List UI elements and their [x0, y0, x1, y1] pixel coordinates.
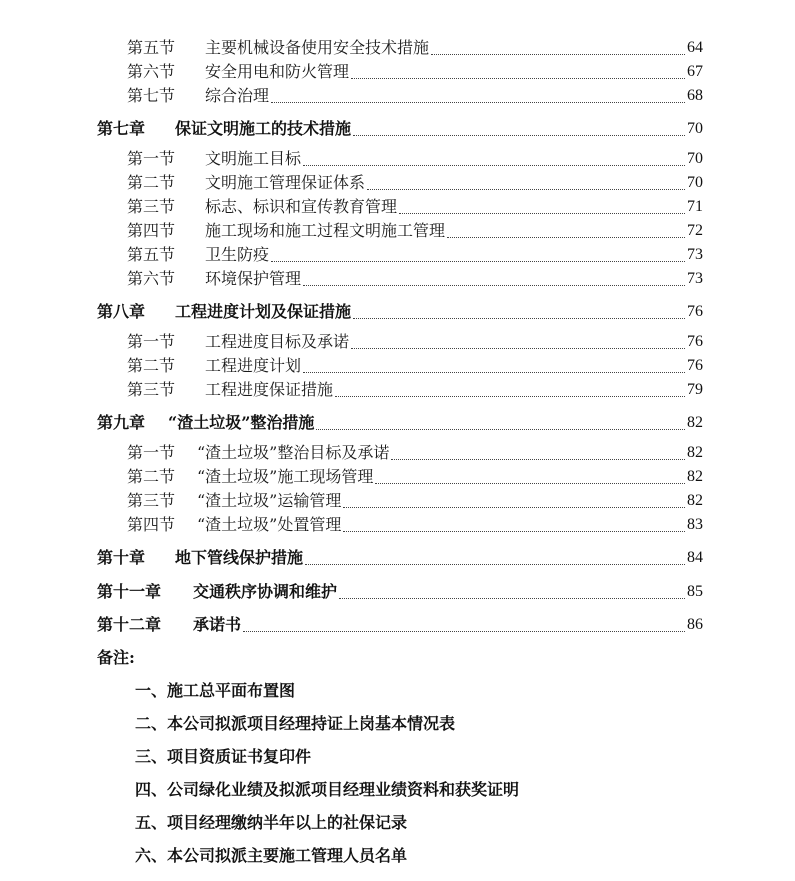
toc-leader-dots: [351, 348, 685, 349]
toc-leader-dots: [271, 261, 685, 262]
toc-section-row[interactable]: [0, 489, 795, 513]
toc-leader-dots: [335, 396, 685, 397]
toc-label: 第三节: [127, 491, 176, 510]
toc-label: 第十一章: [97, 582, 162, 601]
toc-chapter-row[interactable]: [0, 613, 795, 637]
toc-section-row[interactable]: [0, 171, 795, 195]
toc-page-number: 84: [687, 549, 703, 566]
toc-section-row[interactable]: [0, 441, 795, 465]
toc-label: 第三节: [127, 197, 176, 216]
toc-page-number: 70: [687, 174, 703, 191]
toc-label: 第七节: [127, 86, 176, 105]
toc-leader-dots: [375, 483, 685, 484]
toc-title: 标志、标识和宣传教育管理: [205, 197, 398, 216]
toc-label: 第四节: [127, 221, 176, 240]
toc-leader-dots: [316, 429, 685, 430]
toc-title: 主要机械设备使用安全技术措施: [205, 38, 430, 57]
toc-page-number: 70: [687, 120, 703, 137]
toc-page-number: 64: [687, 39, 703, 56]
toc-title: 文明施工管理保证体系: [205, 173, 366, 192]
toc-chapter-row[interactable]: [0, 117, 795, 141]
toc-section-row[interactable]: [0, 219, 795, 243]
toc-title: 卫生防疫: [205, 245, 270, 264]
toc-page-number: 67: [687, 63, 703, 80]
toc-leader-dots: [391, 459, 685, 460]
note-item: 五、项目经理缴纳半年以上的社保记录: [135, 813, 408, 832]
toc-leader-dots: [303, 165, 685, 166]
toc-leader-dots: [431, 54, 685, 55]
toc-title: 承诺书: [193, 615, 242, 634]
toc-label: 第四节: [127, 515, 176, 534]
toc-page-number: 73: [687, 246, 703, 263]
toc-section-row[interactable]: [0, 378, 795, 402]
toc-section-row[interactable]: [0, 243, 795, 267]
toc-label: 第五节: [127, 38, 176, 57]
toc-label: 第十二章: [97, 615, 162, 634]
toc-label: 第六节: [127, 269, 176, 288]
toc-leader-dots: [353, 135, 685, 136]
toc-title: 保证文明施工的技术措施: [175, 119, 352, 138]
toc-label: 第五节: [127, 245, 176, 264]
toc-title: 环境保护管理: [205, 269, 302, 288]
toc-leader-dots: [303, 285, 685, 286]
toc-leader-dots: [339, 598, 685, 599]
toc-label: 第一节: [127, 443, 176, 462]
toc-page-number: 73: [687, 270, 703, 287]
toc-title: 综合治理: [205, 86, 270, 105]
note-item: 四、公司绿化业绩及拟派项目经理业绩资料和获奖证明: [135, 780, 520, 799]
notes-heading: 备注:: [97, 648, 135, 667]
toc-page-number: 83: [687, 516, 703, 533]
toc-section-row[interactable]: [0, 267, 795, 291]
toc-page-number: 76: [687, 303, 703, 320]
toc-label: 第十章: [97, 548, 146, 567]
toc-label: 第六节: [127, 62, 176, 81]
toc-page-number: 82: [687, 444, 703, 461]
toc-title: 文明施工目标: [205, 149, 302, 168]
toc-title: “渣土垃圾”运输管理: [197, 491, 342, 510]
toc-title: “渣土垃圾”处置管理: [197, 515, 342, 534]
toc-page-number: 82: [687, 414, 703, 431]
toc-label: 第一节: [127, 332, 176, 351]
toc-title: 地下管线保护措施: [175, 548, 304, 567]
toc-label: 第三节: [127, 380, 176, 399]
toc-title: 工程进度计划及保证措施: [175, 302, 352, 321]
toc-section-row[interactable]: [0, 36, 795, 60]
toc-label: 第一节: [127, 149, 176, 168]
note-item: 六、本公司拟派主要施工管理人员名单: [135, 846, 408, 865]
toc-title: “渣土垃圾”施工现场管理: [197, 467, 374, 486]
toc-section-row[interactable]: [0, 147, 795, 171]
toc-title: 工程进度计划: [205, 356, 302, 375]
toc-page-number: 79: [687, 381, 703, 398]
toc-leader-dots: [271, 102, 685, 103]
toc-label: 第八章: [97, 302, 146, 321]
toc-page-number: 82: [687, 468, 703, 485]
note-item: 二、本公司拟派项目经理持证上岗基本情况表: [135, 714, 456, 733]
toc-leader-dots: [305, 564, 685, 565]
toc-label: 第九章: [97, 413, 146, 432]
toc-label: 第二节: [127, 356, 176, 375]
toc-page-number: 68: [687, 87, 703, 104]
toc-title: 安全用电和防火管理: [205, 62, 350, 81]
toc-leader-dots: [447, 237, 685, 238]
toc-label: 第二节: [127, 467, 176, 486]
toc-leader-dots: [351, 78, 685, 79]
toc-leader-dots: [367, 189, 685, 190]
toc-label: 第七章: [97, 119, 146, 138]
toc-page-number: 82: [687, 492, 703, 509]
toc-page-number: 76: [687, 333, 703, 350]
toc-title: 工程进度保证措施: [205, 380, 334, 399]
toc-section-row[interactable]: [0, 84, 795, 108]
toc-page-number: 85: [687, 583, 703, 600]
toc-page-number: 71: [687, 198, 703, 215]
toc-leader-dots: [303, 372, 685, 373]
toc-chapter-row[interactable]: [0, 300, 795, 324]
toc-page-number: 70: [687, 150, 703, 167]
toc-title: “渣土垃圾”整治目标及承诺: [197, 443, 390, 462]
toc-page-number: 86: [687, 616, 703, 633]
toc-chapter-row[interactable]: [0, 546, 795, 570]
toc-title: 施工现场和施工过程文明施工管理: [205, 221, 446, 240]
toc-section-row[interactable]: [0, 195, 795, 219]
toc-title: 交通秩序协调和维护: [193, 582, 338, 601]
toc-title: “渣土垃圾”整治措施: [168, 413, 315, 432]
toc-leader-dots: [353, 318, 685, 319]
toc-chapter-row[interactable]: [0, 411, 795, 435]
toc-leader-dots: [343, 531, 685, 532]
toc-chapter-row[interactable]: [0, 580, 795, 604]
toc-section-row[interactable]: [0, 513, 795, 537]
toc-leader-dots: [343, 507, 685, 508]
toc-label: 第二节: [127, 173, 176, 192]
toc-section-row[interactable]: [0, 354, 795, 378]
note-item: 一、施工总平面布置图: [135, 681, 296, 700]
note-item: 三、项目资质证书复印件: [135, 747, 312, 766]
toc-section-row[interactable]: [0, 330, 795, 354]
toc-section-row[interactable]: [0, 465, 795, 489]
toc-leader-dots: [399, 213, 685, 214]
toc-section-row[interactable]: [0, 60, 795, 84]
toc-page-number: 72: [687, 222, 703, 239]
toc-title: 工程进度目标及承诺: [205, 332, 350, 351]
toc-page-number: 76: [687, 357, 703, 374]
toc-leader-dots: [243, 631, 685, 632]
